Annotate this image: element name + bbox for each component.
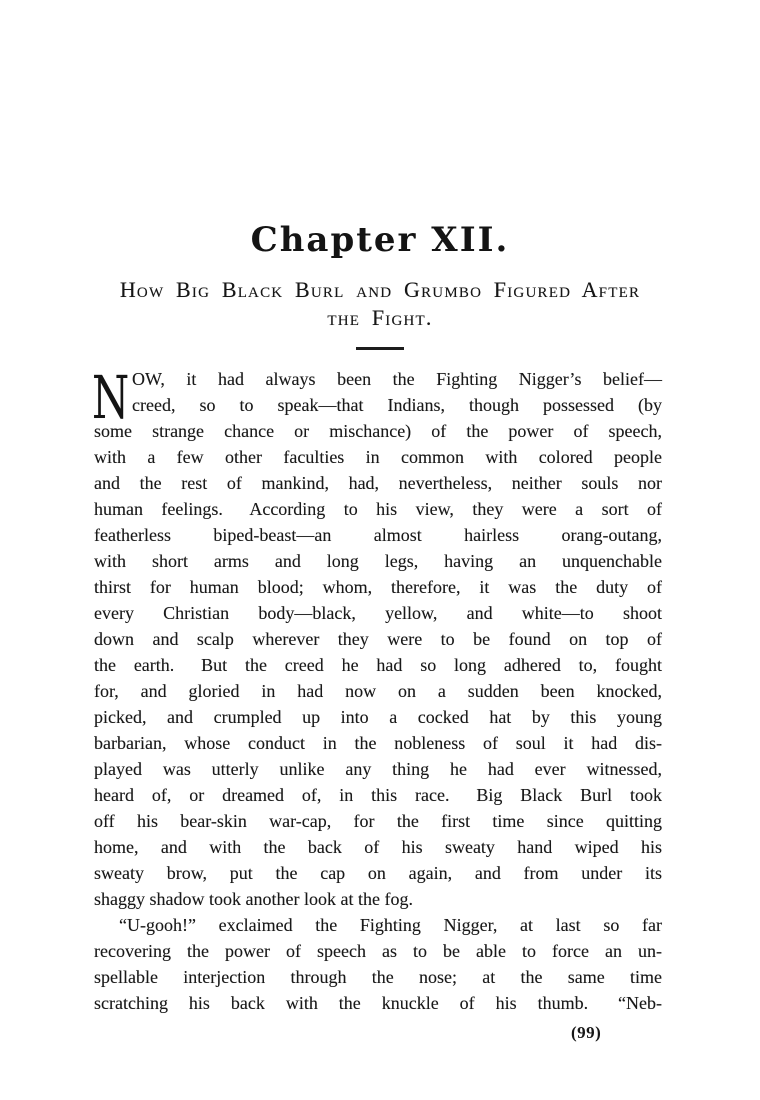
text-line: with short arms and long legs, having an unquenchable <box>94 551 662 571</box>
text-line: creed, so to speak—that Indians, though possessed (by <box>132 395 662 415</box>
text-line: some strange chance or mischance) of the power of speech, <box>94 421 662 441</box>
body-text <box>92 363 662 1016</box>
text-line: with a few other faculties in common with colored people <box>94 447 662 467</box>
text-line: recovering the power of speech as to be able to force an un- <box>94 941 662 961</box>
chapter-subtitle-line-2: the Fight. <box>327 305 433 330</box>
chapter-heading: Chapter XII. <box>250 220 510 260</box>
page-number: (99) <box>571 1023 602 1042</box>
text-line: human feelings. According to his view, they were a sort of <box>94 499 662 519</box>
text-line: sweaty brow, put the cap on again, and from under its <box>94 863 662 883</box>
drop-cap: N <box>92 363 130 432</box>
text-line: “U-gooh!” exclaimed the Fighting Nigger, at last so far <box>119 915 662 935</box>
text-line: featherless biped-beast—an almost hairless orang-outang, <box>94 525 662 545</box>
text-line: scratching his back with the knuckle of his thumb. “Neb- <box>94 993 662 1013</box>
text-line: down and scalp wherever they were to be found on top of <box>94 629 662 649</box>
section-divider-rule <box>356 347 404 350</box>
text-line: for, and gloried in had now on a sudden been knocked, <box>94 681 662 701</box>
text-line: and the rest of mankind, had, nevertheless, neither souls nor <box>94 473 662 493</box>
text-line: home, and with the back of his sweaty hand wiped his <box>94 837 662 857</box>
text-line: every Christian body—black, yellow, and white—to shoot <box>94 603 662 623</box>
text-line: thirst for human blood; whom, therefore, it was the duty of <box>94 577 662 597</box>
text-line: OW, it had always been the Fighting Nigger’s belief— <box>132 369 662 389</box>
text-line: off his bear-skin war-cap, for the first time since quitting <box>94 811 662 831</box>
text-line: spellable interjection through the nose; at the same time <box>94 967 662 987</box>
chapter-subtitle-line-1: How Big Black Burl and Grumbo Figured After <box>119 277 641 302</box>
paragraph <box>92 363 662 912</box>
text-line: picked, and crumpled up into a cocked hat by this young <box>94 707 662 727</box>
text-line: barbarian, whose conduct in the nobleness of soul it had dis- <box>94 733 662 753</box>
text-line: the earth. But the creed he had so long adhered to, fought <box>94 655 662 675</box>
text-line: heard of, or dreamed of, in this race. Big Black Burl took <box>94 785 662 805</box>
paragraph <box>94 912 662 1016</box>
text-line: played was utterly unlike any thing he had ever witnessed, <box>94 759 662 779</box>
text-line: shaggy shadow took another look at the fog. <box>94 889 413 909</box>
